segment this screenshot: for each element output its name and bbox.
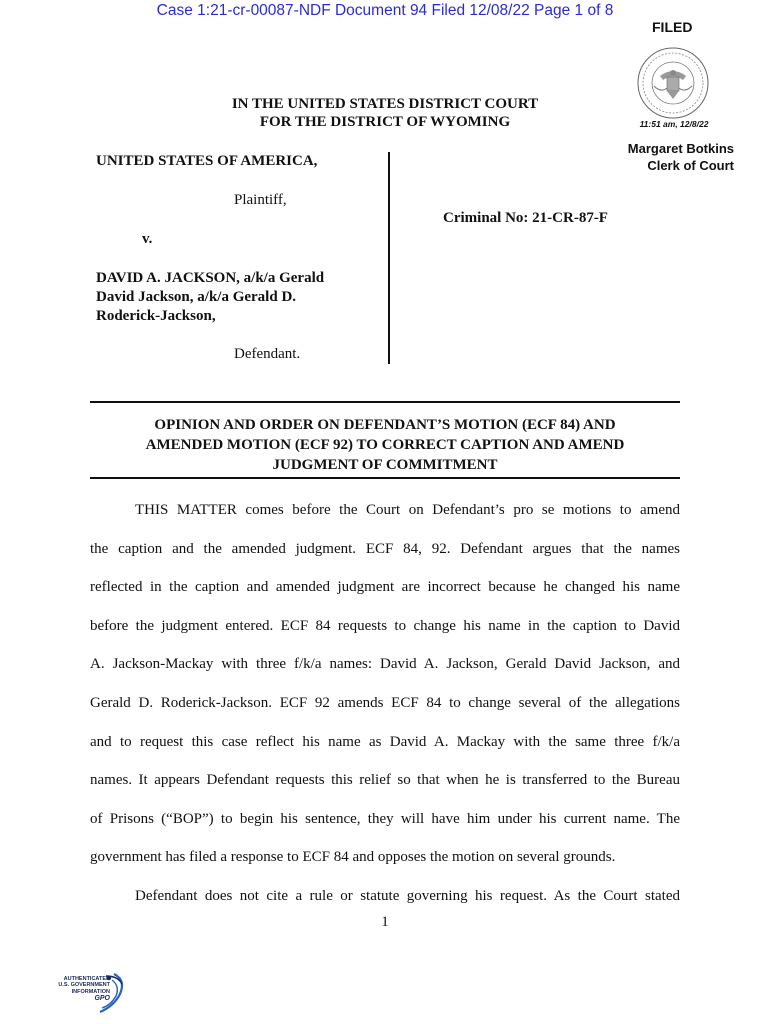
body-line-1: THIS MATTER comes before the Court on Defendant’s pro se motions to amend <box>135 502 680 518</box>
gpo-line-2: U.S. GOVERNMENT <box>58 982 110 989</box>
gpo-mark: GPO <box>94 994 110 1002</box>
ecf-header-stamp: Case 1:21-cr-00087-NDF Document 94 Filed 12/08/22 Page 1 of 8 <box>156 2 614 19</box>
defendant-line-2: David Jackson, a/k/a Gerald D. <box>96 289 297 305</box>
body-line-11: Defendant does not cite a rule or statute governing his request. As the Court stated <box>135 888 680 904</box>
plaintiff-name: UNITED STATES OF AMERICA, <box>96 153 318 169</box>
body-line-8: names. It appears Defendant requests this relief so that when he is transferred to the Bureau <box>90 772 680 788</box>
clerk-block <box>600 140 734 174</box>
defendant-role: Defendant. <box>234 346 301 362</box>
caption-divider <box>388 152 390 364</box>
clerk-title: Clerk of Court <box>647 158 734 173</box>
court-line-2: FOR THE DISTRICT OF WYOMING <box>259 114 511 130</box>
body-line-7: and to request this case reflect his name as David A. Mackay with the same three f/k/a <box>90 734 680 750</box>
court-line-1: IN THE UNITED STATES DISTRICT COURT <box>231 96 539 112</box>
body-line-6: Gerald D. Roderick-Jackson. ECF 92 amends ECF 84 to change several of the allegations <box>90 695 680 711</box>
body-line-10: government has filed a response to ECF 84 and opposes the motion on several grounds. <box>90 849 616 865</box>
plaintiff-role: Plaintiff, <box>234 192 287 208</box>
body-line-2: the caption and the amended judgment. ECF 84, 92. Defendant argues that the names <box>90 541 680 557</box>
body-line-4: before the judgment entered. ECF 84 requests to change his name in the caption to David <box>90 618 680 634</box>
title-line-1: OPINION AND ORDER ON DEFENDANT’S MOTION (ECF 84) AND <box>154 417 616 433</box>
title-rule-bottom <box>90 477 680 479</box>
defendant-line-1: DAVID A. JACKSON, a/k/a Gerald <box>96 270 325 286</box>
body-line-5: A. Jackson-Mackay with three f/k/a names: David A. Jackson, Gerald David Jackson, and <box>90 656 680 672</box>
case-number: Criminal No: 21-CR-87-F <box>443 210 608 226</box>
gpo-authentication-text <box>40 976 110 1002</box>
versus: v. <box>142 231 153 247</box>
filed-time: 11:51 am, 12/8/22 <box>639 119 709 129</box>
defendant-name <box>96 269 324 326</box>
body-line-9: of Prisons (“BOP”) to begin his sentence, they will have him under his current name. The <box>90 811 680 827</box>
defendant-line-3: Roderick-Jackson, <box>96 308 216 324</box>
page-number: 1 <box>381 914 389 930</box>
title-line-3: JUDGMENT OF COMMITMENT <box>272 457 498 473</box>
court-seal-icon <box>634 46 712 120</box>
title-line-2: AMENDED MOTION (ECF 92) TO CORRECT CAPTION AND AMEND <box>145 437 625 453</box>
court-heading <box>150 95 620 131</box>
filed-label: FILED <box>652 19 693 35</box>
clerk-name: Margaret Botkins <box>627 141 734 156</box>
title-rule-top <box>90 401 680 403</box>
gpo-line-3: INFORMATION <box>71 988 110 995</box>
body-line-3: reflected in the caption and amended judgment are incorrect because he changed his name <box>90 579 680 595</box>
gpo-line-1: AUTHENTICATED <box>63 976 110 982</box>
opinion-title <box>90 415 680 475</box>
